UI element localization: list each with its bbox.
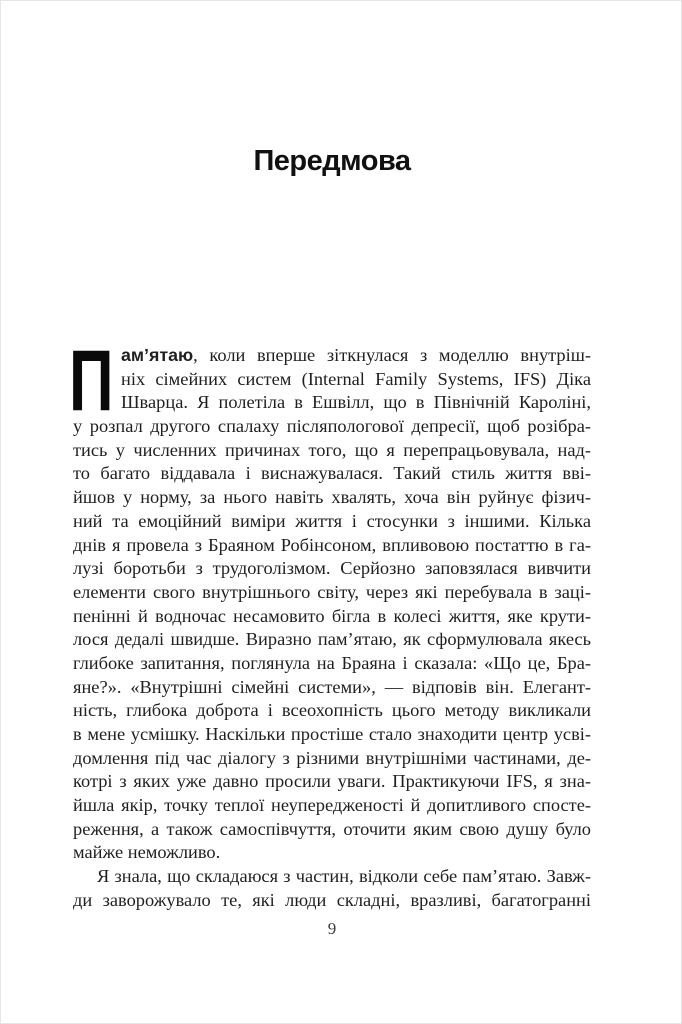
text-line [73,344,591,368]
text-line: ди заворожувало те, які люди складні, вразливі, багатогранні [73,889,591,910]
chapter-title: Передмова [253,145,411,178]
text-line: яне?». «Внутрішні сімейні системи», — відповів він. Елегант- [73,676,591,697]
text-line: лося дедалі швидше. Виразно пам’ятаю, як сформулювала якесь [73,629,591,650]
text-line: майже неможливо. [73,842,221,863]
text-line: ний та емоційний виміри життя і стосунки з іншими. Кілька [73,510,591,531]
text-line: днів я провела з Браяном Робінсоном, впливовою постаттю в га- [73,534,591,555]
text-line: в мене усмішку. Наскільки простіше стало знаходити центр усві- [73,724,591,744]
text-line: глибоке запитання, поглянула на Браяна і сказала: «Що це, Бра- [73,652,591,673]
text-line: у розпал другого спалаху післяпологової депресії, щоб розібра- [73,416,591,437]
text-line: Я знала, що складаюся з частин, відколи себе пам’ятаю. Завж- [97,866,591,887]
text-line: йшов у норму, за нього навіть хвалять, хоча він руйнує фізич- [73,487,591,508]
text-line: ніх сімейних систем (Internal Family Systems, IFS) Діка [121,368,591,389]
page-number: 9 [327,919,337,938]
drop-cap: П [69,333,114,429]
text-line: то багато віддавала і виснажувалася. Такий стиль життя вві- [73,463,591,484]
preface-text [69,333,591,913]
text-line: лузі боротьби з трудоголізмом. Серйозно заповзялася вивчити [73,558,591,579]
text-line: йшла якір, точку теплої неупередженості й допитливого спосте- [73,795,591,816]
text-line: елементи свого внутрішнього світу, через які перебувала в заці- [73,581,591,602]
text-line: домлення під час діалогу з різними внутрішніми частинами, де- [73,747,591,768]
text-line: пенінні й водночас несамовито бігла в колесі життя, яке крути- [73,605,591,626]
text-line-rest: , коли вперше зіткнулася з моделлю внутріш- [193,345,591,365]
lead-in-bold: ам’ятаю [121,345,194,365]
text-line: тись у численних причинах того, що я перепрацьовувала, над- [73,439,591,460]
text-line: Шварца. Я полетіла в Ешвілл, що в Північній Кароліні, [121,392,591,413]
text-line: ність, глибока доброта і всеохопність цього методу викликали [73,700,591,721]
text-line: реження, а також самоспівчуття, оточити яким свою душу було [73,818,591,839]
text-line: котрі з яких уже давно просили уваги. Практикуючи IFS, я зна- [73,771,591,792]
